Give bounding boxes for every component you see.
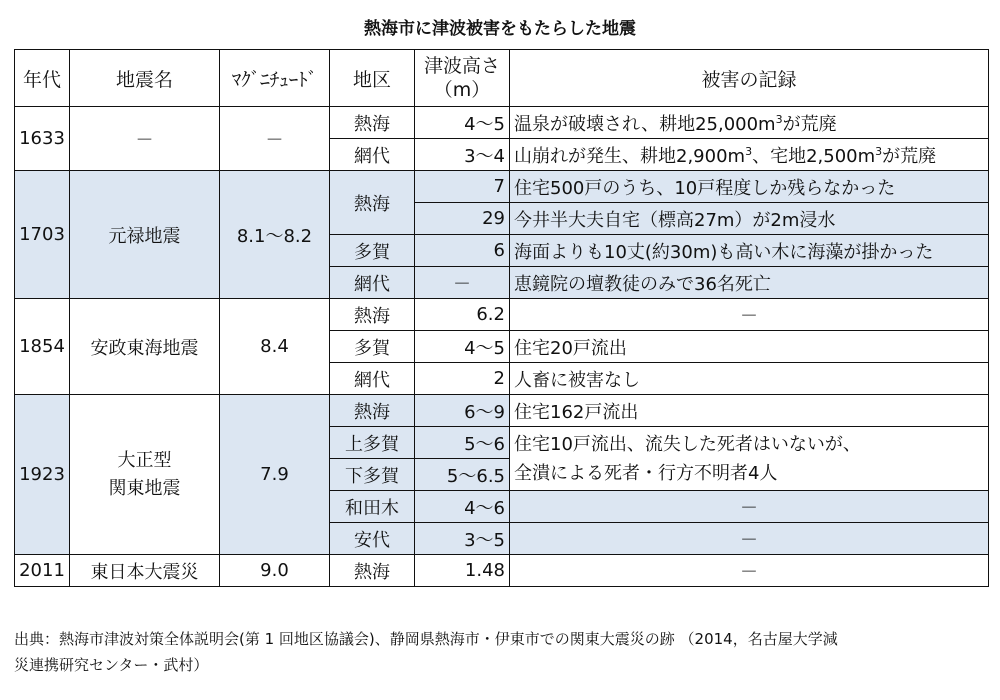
- source-line2: 災連携研究センター・武村）: [14, 656, 209, 674]
- district-cell: 下多賀: [330, 459, 415, 491]
- quake-name-cell: 元禄地震: [70, 171, 220, 299]
- district-cell: 熱海: [330, 395, 415, 427]
- district-cell: 和田木: [330, 491, 415, 523]
- quake-name-line2: 関東地震: [108, 477, 181, 499]
- source-line1: 出典：熱海市津波対策全体説明会(第 1 回地区協議会)、静岡県熱海市・伊東市での関東大震災の跡 （2014，名古屋大学減: [14, 630, 838, 648]
- district-cell: 上多賀: [330, 427, 415, 459]
- district-cell: 網代: [330, 139, 415, 171]
- record-cell: 温泉が破壊され、耕地$25,000m^3$が荒廃: [510, 107, 989, 139]
- magnitude-cell: 8.1～8.2: [220, 171, 330, 299]
- record-cell: [510, 427, 989, 491]
- table-title: 熱海市に津波被害をもたらした地震: [364, 19, 636, 39]
- district-cell: 熱海: [330, 171, 415, 235]
- year-cell: 1703: [15, 171, 70, 299]
- record-cell: 恵鏡院の壇教徒のみで36名死亡: [510, 267, 989, 299]
- table-row: [15, 299, 989, 331]
- height-cell: 29: [415, 203, 510, 235]
- district-cell: 熱海: [330, 555, 415, 587]
- record-cell: 人畜に被害なし: [510, 363, 989, 395]
- quake-name-cell: [70, 395, 220, 555]
- record-cell: 住宅20戸流出: [510, 331, 989, 363]
- header-record: 被害の記録: [510, 50, 989, 107]
- record-cell: －: [510, 555, 989, 587]
- quake-name-cell: －: [70, 107, 220, 171]
- record-cell: 住宅500戸のうち、10戸程度しか残らなかった: [510, 171, 989, 203]
- record-cell: 住宅162戸流出: [510, 395, 989, 427]
- height-cell: 5～6.5: [415, 459, 510, 491]
- height-cell: 2: [415, 363, 510, 395]
- district-cell: 多賀: [330, 235, 415, 267]
- height-cell: 1.48: [415, 555, 510, 587]
- year-cell: 1633: [15, 107, 70, 171]
- height-cell: 6: [415, 235, 510, 267]
- header-era: 年代: [15, 50, 70, 107]
- district-cell: 熱海: [330, 299, 415, 331]
- table-row: [15, 395, 989, 427]
- district-cell: 熱海: [330, 107, 415, 139]
- year-cell: 1923: [15, 395, 70, 555]
- table-row: [15, 107, 989, 139]
- record-cell: －: [510, 523, 989, 555]
- district-cell: 網代: [330, 267, 415, 299]
- record-line2: 全潰による死者・行方不明者4人: [514, 462, 778, 484]
- magnitude-cell: 7.9: [220, 395, 330, 555]
- header-magnitude: ﾏｸﾞﾆﾁｭｰﾄﾞ: [220, 50, 330, 107]
- magnitude-cell: 8.4: [220, 299, 330, 395]
- height-cell: 5～6: [415, 427, 510, 459]
- district-cell: 多賀: [330, 331, 415, 363]
- district-cell: 安代: [330, 523, 415, 555]
- height-cell: 4～5: [415, 331, 510, 363]
- header-tsunami-height: [415, 50, 510, 107]
- magnitude-cell: －: [220, 107, 330, 171]
- table-row: [15, 555, 989, 587]
- record-cell: －: [510, 299, 989, 331]
- height-cell: 4～5: [415, 107, 510, 139]
- header-tsunami-height-line2: （m）: [433, 79, 491, 101]
- height-cell: 6～9: [415, 395, 510, 427]
- record-cell: 海面よりも10丈(約30m)も高い木に海藻が掛かった: [510, 235, 989, 267]
- height-cell: 3～4: [415, 139, 510, 171]
- earthquake-table: [14, 49, 989, 587]
- height-cell: 6.2: [415, 299, 510, 331]
- record-cell: 山崩れが発生、耕地$2,900m^3$、宅地$2,500m^3$が荒廃: [510, 139, 989, 171]
- record-cell: －: [510, 491, 989, 523]
- height-cell: 4～6: [415, 491, 510, 523]
- header-row: [15, 50, 989, 107]
- quake-name-cell: 東日本大震災: [70, 555, 220, 587]
- record-line1: 住宅10戸流出、流失した死者はいないが、: [514, 433, 861, 455]
- table-row: [15, 171, 989, 203]
- quake-name-line1: 大正型: [117, 449, 172, 471]
- height-cell: －: [415, 267, 510, 299]
- height-cell: 7: [415, 171, 510, 203]
- record-cell: 今井半大夫自宅（標高27m）が2m浸水: [510, 203, 989, 235]
- source-note: [14, 626, 989, 678]
- year-cell: 1854: [15, 299, 70, 395]
- district-cell: 網代: [330, 363, 415, 395]
- magnitude-cell: 9.0: [220, 555, 330, 587]
- quake-name-cell: 安政東海地震: [70, 299, 220, 395]
- header-tsunami-height-line1: 津波高さ: [423, 55, 500, 77]
- header-quake-name: 地震名: [70, 50, 220, 107]
- header-district: 地区: [330, 50, 415, 107]
- height-cell: 3～5: [415, 523, 510, 555]
- year-cell: 2011: [15, 555, 70, 587]
